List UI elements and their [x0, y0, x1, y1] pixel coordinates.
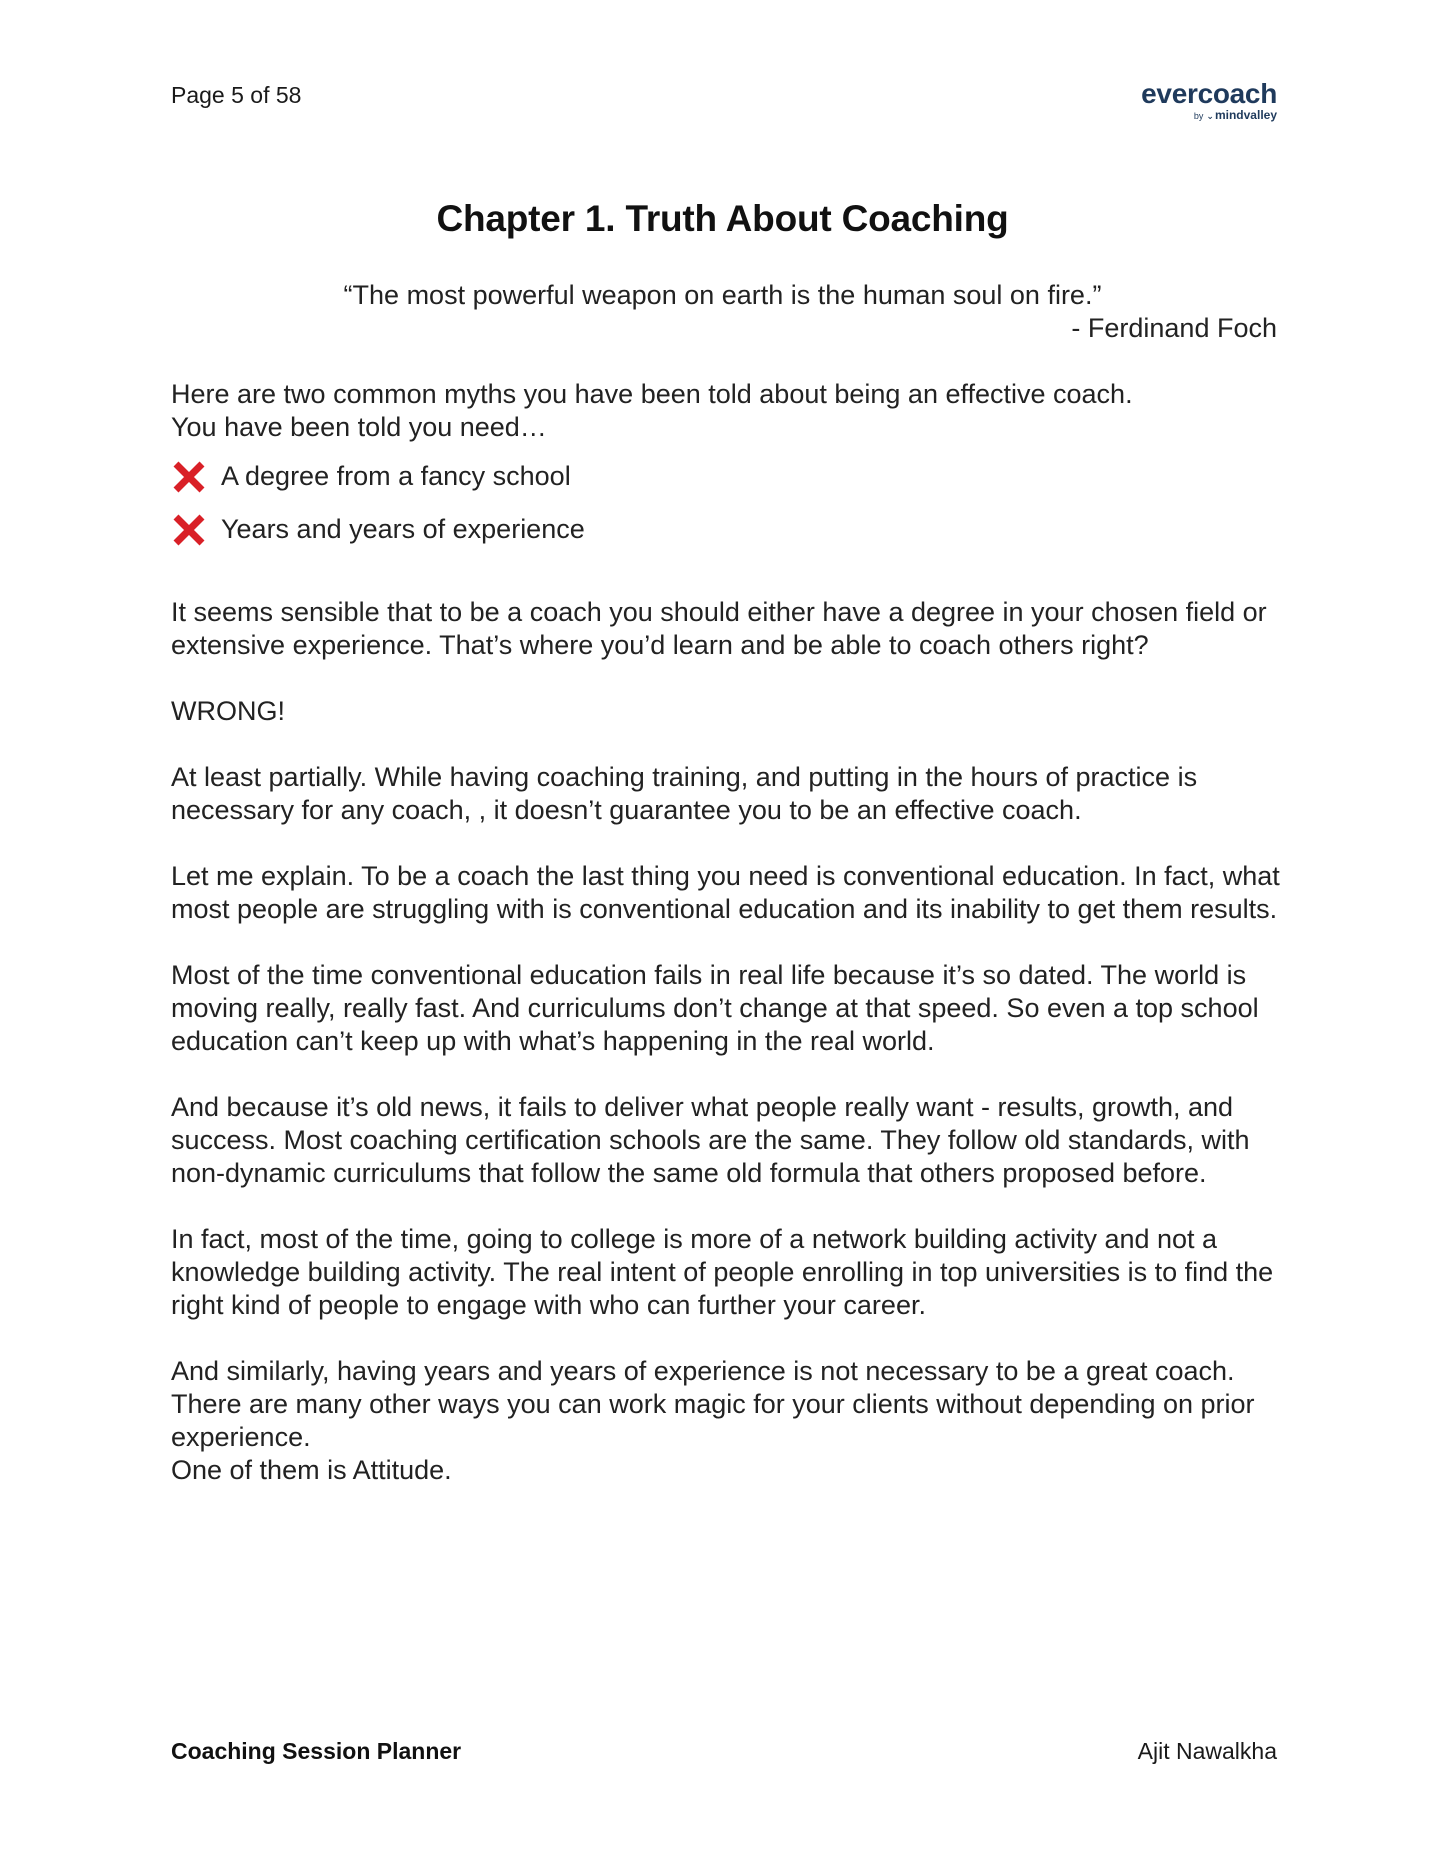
evercoach-logo [1141, 80, 1277, 123]
paragraph: It seems sensible that to be a coach you should either have a degree in your chosen field or extensive experience. That’s where you’d learn and be able to coach others right? [171, 597, 1267, 660]
logo-brand: mindvalley [1214, 108, 1277, 122]
paragraph: Most of the time conventional education fails in real life because it’s so dated. The world is moving really, really fast. And curriculums don’t change at that speed. So even a top school education can’t keep up with what’s happening in the real world. [171, 960, 1259, 1056]
logo-wordmark: evercoach [1141, 78, 1277, 109]
paragraph: Let me explain. To be a coach the last thing you need is conventional education. In fact, what most people are struggling with is conventional education and its inability to get them results. [171, 861, 1280, 924]
myth-text: A degree from a fancy school [221, 461, 571, 491]
logo-by: by [1193, 111, 1204, 121]
mindvalley-chevron-icon: ⌄ [1206, 111, 1214, 121]
intro-line: You have been told you need… [171, 412, 547, 442]
chapter-title: Chapter 1. Truth About Coaching [436, 198, 1009, 239]
epigraph-author: - Ferdinand Foch [1071, 313, 1277, 343]
list-item [171, 450, 1281, 503]
intro-line: Here are two common myths you have been told about being an effective coach. [171, 379, 1133, 409]
paragraph: And because it’s old news, it fails to deliver what people really want - results, growth, and success. Most coaching certification schools are the same. They follow old standards, with non-dynamic curriculums that follow the same old formula that others proposed before. [171, 1092, 1250, 1188]
body-content [171, 378, 1281, 1487]
paragraph: WRONG! [171, 696, 285, 726]
red-cross-mark-icon [171, 459, 221, 495]
paragraph: In fact, most of the time, going to college is more of a network building activity and not a knowledge building activity. The real intent of people enrolling in top universities is to find the right kind of people to engage with who can further your career. [171, 1224, 1274, 1320]
closing-line: One of them is Attitude. [171, 1455, 452, 1485]
myth-text: Years and years of experience [221, 514, 585, 544]
red-cross-mark-icon [171, 512, 221, 548]
paragraph: At least partially. While having coaching training, and putting in the hours of practice is necessary for any coach, , it doesn’t guarantee you to be an effective coach. [171, 762, 1198, 825]
page-number: Page 5 of 58 [171, 82, 302, 108]
footer-author: Ajit Nawalkha [1137, 1738, 1277, 1764]
footer-document-title: Coaching Session Planner [171, 1738, 462, 1764]
epigraph-quote: “The most powerful weapon on earth is the human soul on fire.” [343, 280, 1102, 310]
list-item [171, 503, 1281, 556]
logo-byline [1141, 108, 1277, 123]
myth-list [171, 450, 1281, 556]
paragraph: And similarly, having years and years of experience is not necessary to be a great coach. There are many other ways you can work magic for your clients without depending on prior experience. [171, 1356, 1255, 1452]
